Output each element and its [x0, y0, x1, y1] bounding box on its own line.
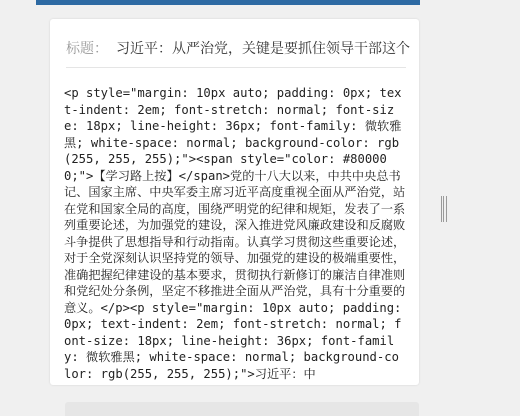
content-editor[interactable] [64, 85, 409, 381]
title-field[interactable] [66, 38, 410, 60]
title-label: 标题： [66, 41, 108, 57]
title-divider [66, 67, 406, 68]
next-card [65, 402, 419, 416]
header-accent-bar [36, 0, 420, 5]
editor-scrollbar[interactable] [402, 85, 406, 381]
content-source-text[interactable]: <p style="margin: 10px auto; padding: 0px; text-indent: 2em; font-stretch: normal; font-size: 18px; line-height: 36px; font-family: 微软雅黑; white-space: normal; background-color: rgb(255, 255, 255);"><span style="color: #800000;">【学习路上按】</span>党的十八大以来，中共中央总书记、国家主席、中央军委主席习近平高度重视全面从严治党，站在党和国家全局的高度，围绕严明党的纪律和规矩，发表了一系列重要论述，为加强党的建设，深入推进党风廉政建设和反腐败斗争提供了思想指导和行动指南。认真学习贯彻这些重要论述，对于全党深刻认识坚持党的领导、加强党的建设的极端重要性，准确把握纪律建设的基本要求，贯彻执行新修订的廉洁自律准则和党纪处分条例，坚定不移推进全面从严治党，具有十分重要的意义。</p><p style="margin: 10px auto; padding: 0px; text-indent: 2em; font-stretch: normal; font-size: 18px; line-height: 36px; font-family: 微软雅黑; white-space: normal; background-color: rgb(255, 255, 255);">习近平：中 [64, 86, 409, 381]
panel-resize-handle-icon[interactable] [441, 196, 447, 222]
title-input[interactable]: 习近平：从严治党，关键是要抓住领导干部这个 [116, 41, 410, 57]
article-form-card [50, 19, 419, 385]
